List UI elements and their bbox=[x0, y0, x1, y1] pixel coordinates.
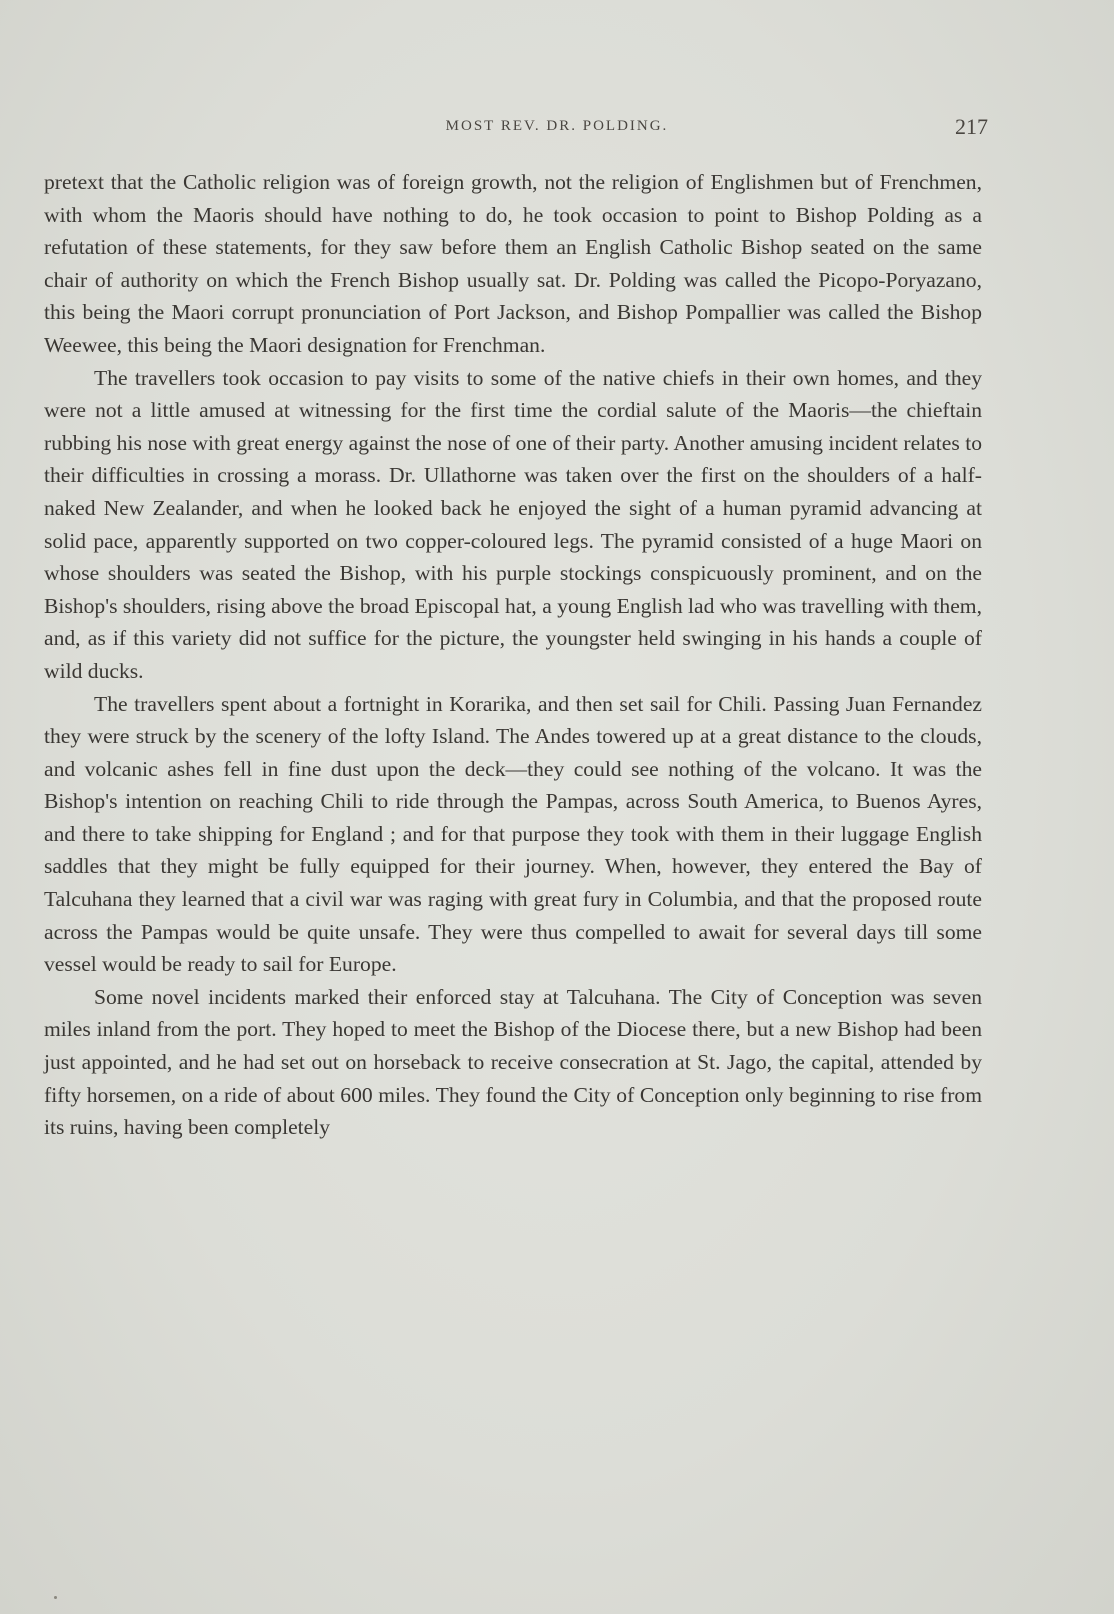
paragraph-2: The travellers took occasion to pay visits to some of the native chiefs in their own homes, and they were not a little amused at witnessing for the first time the cordial salute of the Maoris—the chieftain rubbing his nose with great energy against the nose of one of their party. Another amusing incident relates to their difficulties in crossing a morass. Dr. Ullathorne was taken over the first on the shoulders of a half-naked New Zealander, and when he looked back he enjoyed the sight of a human pyramid advancing at solid pace, apparently supported on two copper-coloured legs. The pyramid consisted of a huge Maori on whose shoulders was seated the Bishop, with his purple stockings conspicuously prominent, and on the Bishop's shoulders, rising above the broad Episcopal hat, a young English lad who was travelling with them, and, as if this variety did not suffice for the picture, the youngster held swinging in his hands a couple of wild ducks. bbox=[44, 365, 982, 683]
paragraph-3: The travellers spent about a fortnight in Korarika, and then set sail for Chili. Passing Juan Fernandez they were struck by the scenery of the lofty Island. The Andes towered up at a great distance to the clouds, and volcanic ashes fell in fine dust upon the deck—they could see nothing of the volcano. It was the Bishop's intention on reaching Chili to ride through the Pampas, across South America, to Buenos Ayres, and there to take shipping for England ; and for that purpose they took with them in their luggage English saddles that they might be fully equipped for their journey. When, however, they entered the Bay of Talcuhana they learned that a civil war was raging with great fury in Columbia, and that the proposed route across the Pampas would be quite unsafe. They were thus compelled to await for several days till some vessel would be ready to sail for Europe. bbox=[44, 691, 982, 977]
paragraph-1: pretext that the Catholic religion was of foreign growth, not the religion of Englishmen but of Frenchmen, with whom the Maoris should have nothing to do, he took occasion to point to Bishop Polding as a refutation of these statements, for they saw before them an English Catholic Bishop seated on the same chair of authority on which the French Bishop usually sat. Dr. Polding was called the Picopo-Poryazano, this being the Maori corrupt pronunciation of Port Jackson, and Bishop Pompallier was called the Bishop Weewee, this being the Maori designation for Frenchman. bbox=[44, 170, 982, 357]
page-number: 217 bbox=[955, 114, 988, 139]
paper-speck bbox=[54, 1596, 57, 1599]
running-head bbox=[0, 114, 1114, 144]
paragraph-4: Some novel incidents marked their enforced stay at Talcuhana. The City of Conception was seven miles inland from the port. They hoped to meet the Bishop of the Diocese there, but a new Bishop had been just appointed, and he had set out on horseback to receive consecration at St. Jago, the capital, attended by fifty horsemen, on a ride of about 600 miles. They found the City of Conception only beginning to rise from its ruins, having been completely bbox=[44, 984, 982, 1140]
body-text bbox=[44, 166, 982, 1144]
running-title: MOST REV. DR. POLDING. bbox=[445, 118, 669, 134]
